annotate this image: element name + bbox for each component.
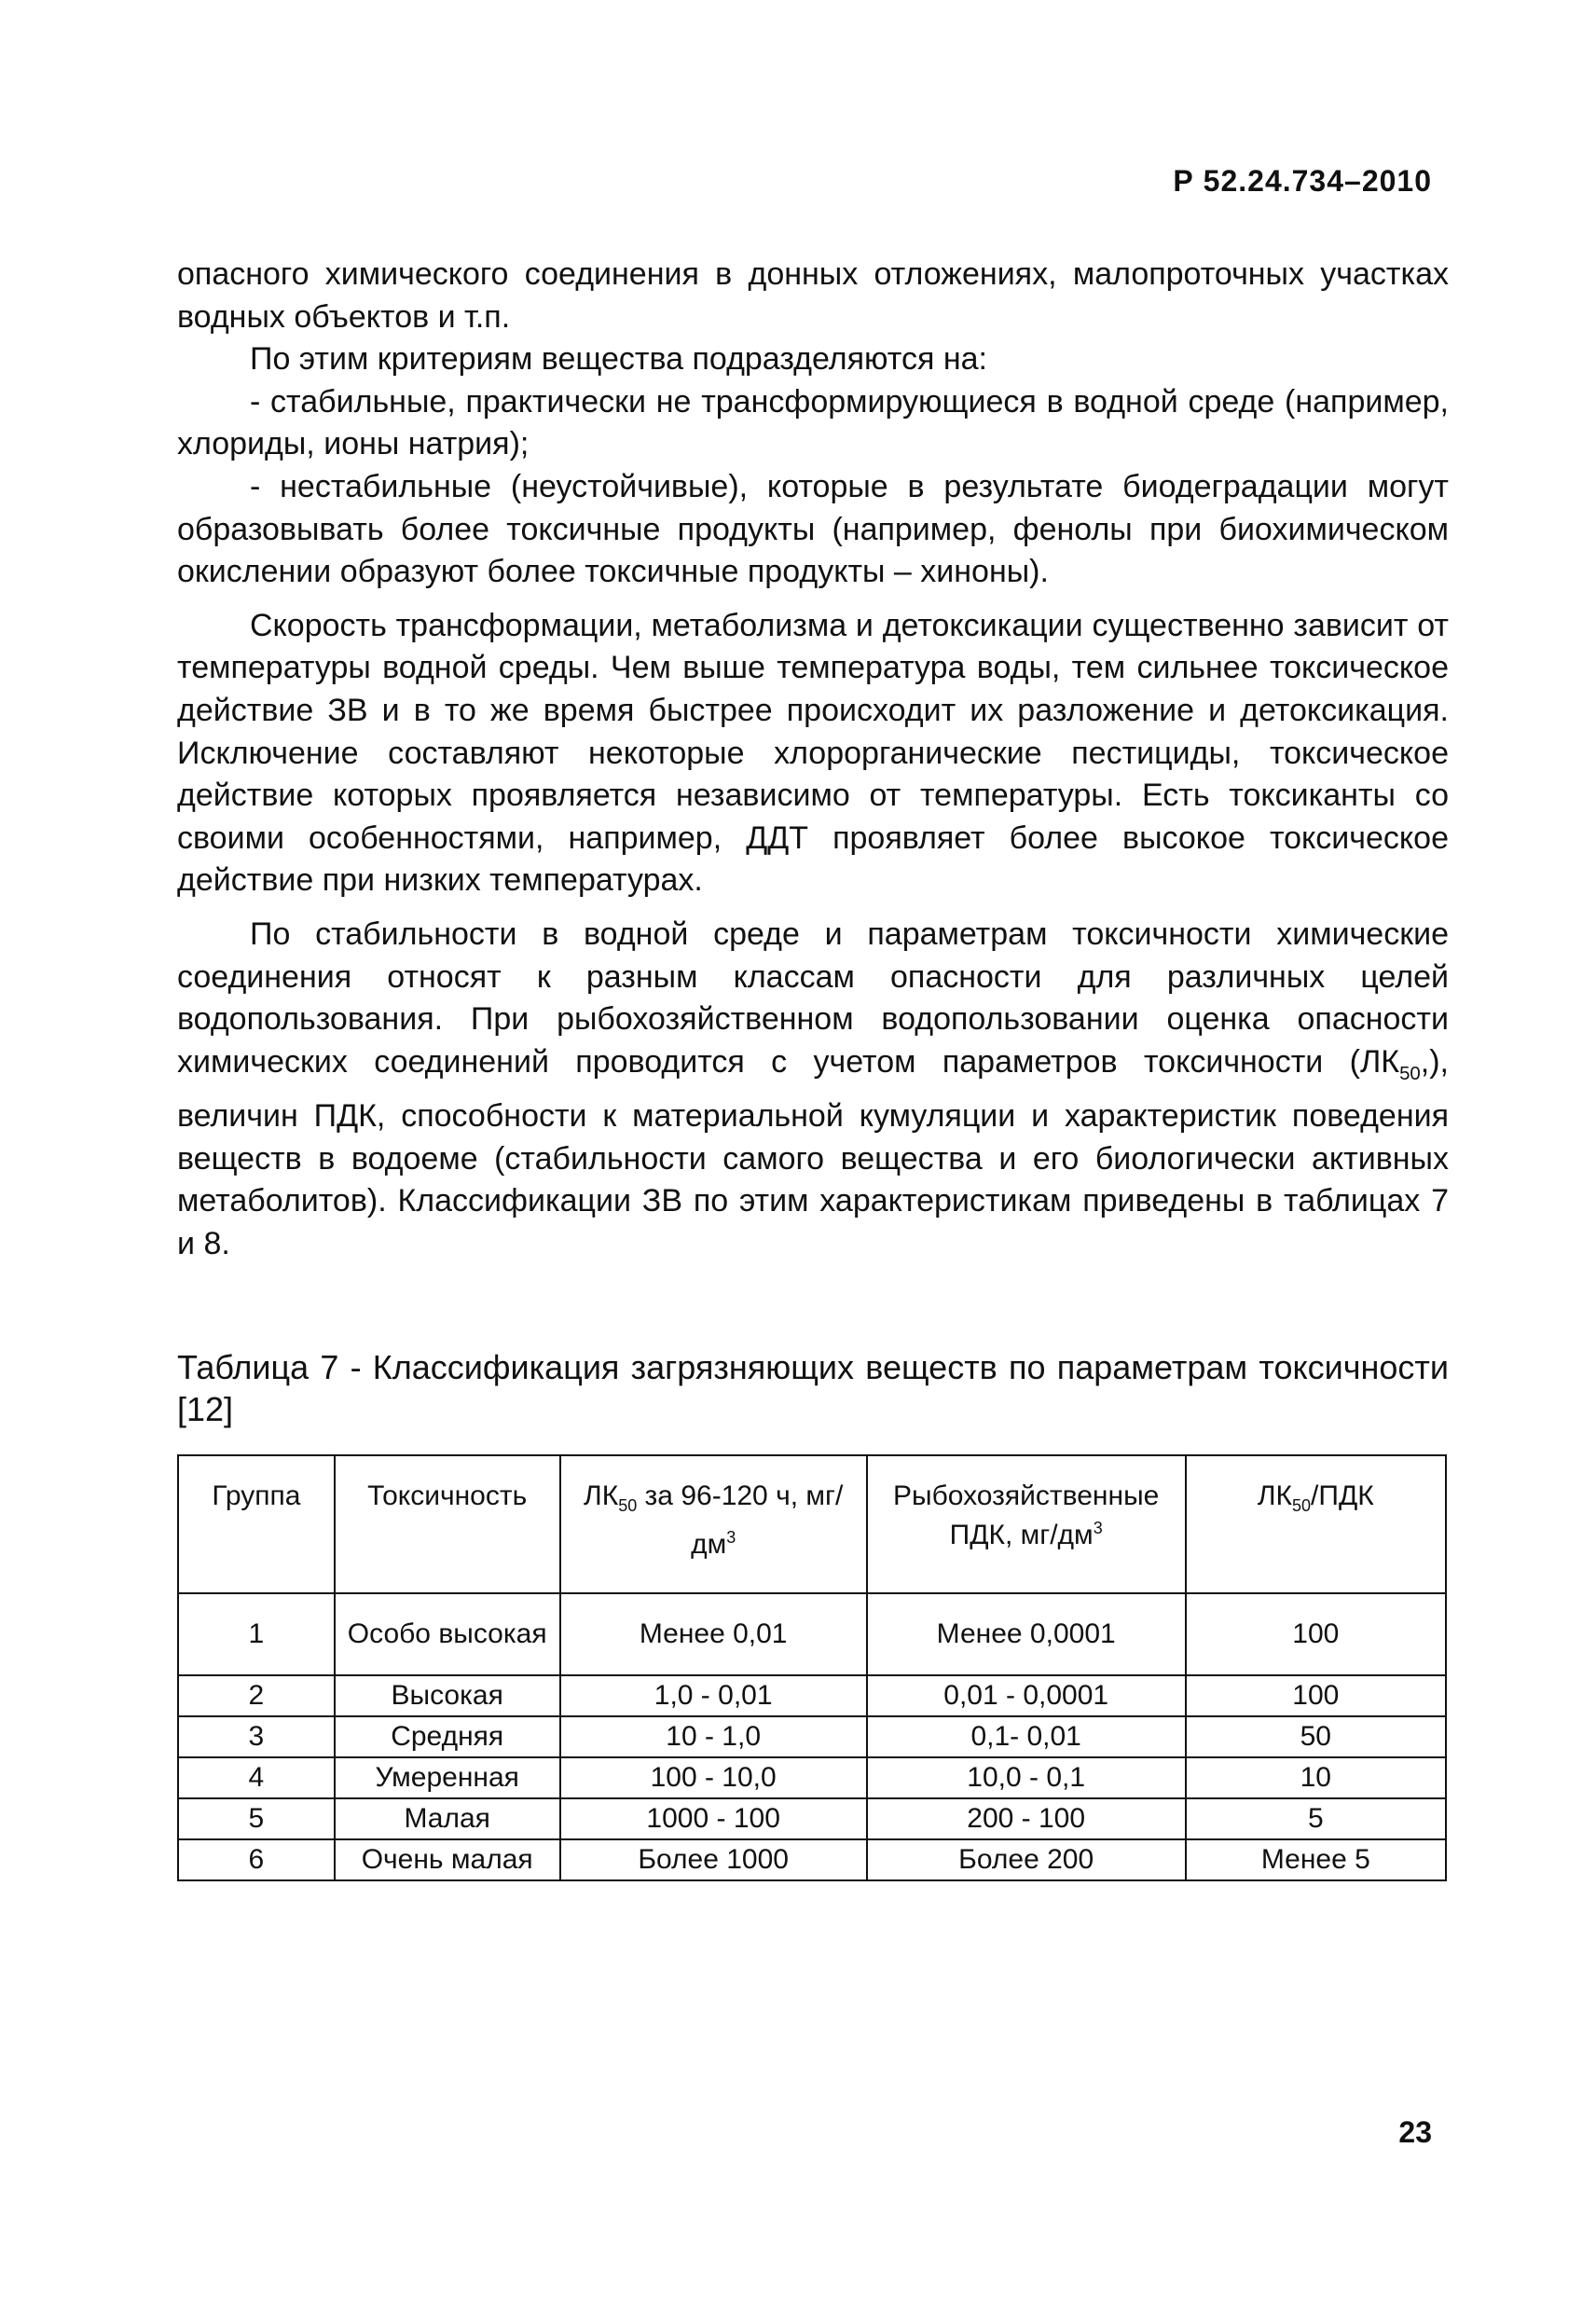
table-cell: 50	[1186, 1716, 1446, 1757]
header-text: ЛК	[1257, 1480, 1293, 1511]
table-cell: 100	[1186, 1675, 1446, 1716]
column-header-lc50	[560, 1455, 867, 1593]
subscript: 50	[618, 1496, 638, 1515]
subscript: 50	[1399, 1063, 1421, 1084]
table-row	[178, 1675, 1446, 1716]
table-cell: 6	[178, 1839, 335, 1880]
header-text: за 96-120 ч, мг/дм	[637, 1480, 844, 1560]
table-cell: 100	[1186, 1593, 1446, 1675]
table-cell: Средняя	[335, 1716, 560, 1757]
table-cell: 200 - 100	[867, 1798, 1186, 1839]
paragraph-text: ,), величин ПДК, способности к материальной кумуляции и характеристик поведения веществ в водоеме (стабильности самого вещества и его биологически активных метаболитов). Классификации ЗВ по этим характеристикам приведены в таблицах 7 и 8.	[177, 1043, 1449, 1261]
paragraph: Скорость трансформации, метаболизма и детоксикации существенно зависит от температуры водной среды. Чем выше температура воды, тем сильнее токсическое действие ЗВ и в то же время быстрее происходит их разложение и детоксикация. Исключение составляют некоторые хлорорганические пестициды, токсическое действие которых проявляется независимо от температуры. Есть токсиканты со своими особенностями, например, ДДТ проявляет более высокое токсическое действие при низких температурах.	[177, 607, 1449, 899]
header-text: ЛК	[584, 1480, 619, 1511]
column-header-pdk	[867, 1455, 1186, 1593]
paragraph	[177, 914, 1449, 1266]
table-cell: 0,1- 0,01	[867, 1716, 1186, 1757]
table-cell: 1000 - 100	[560, 1798, 867, 1839]
table-row	[178, 1798, 1446, 1839]
table-cell: 4	[178, 1757, 335, 1798]
table-row	[178, 1593, 1446, 1675]
table-row	[178, 1716, 1446, 1757]
column-header-toxicity: Токсичность	[335, 1455, 560, 1593]
table-cell: Менее 0,0001	[867, 1593, 1186, 1675]
table-cell: 3	[178, 1716, 335, 1757]
toxicity-classification-table	[177, 1454, 1447, 1881]
table-cell: 10,0 - 0,1	[867, 1757, 1186, 1798]
table-cell: Умеренная	[335, 1757, 560, 1798]
table-cell: 5	[1186, 1798, 1446, 1839]
table-cell: Высокая	[335, 1675, 560, 1716]
table-cell: 0,01 - 0,0001	[867, 1675, 1186, 1716]
page-number: 23	[1398, 2115, 1432, 2149]
header-text: Рыбохозяйственные ПДК, мг/дм	[893, 1480, 1160, 1550]
paragraph-text: По стабильности в водной среде и параметрам токсичности химические соединения относят к разным классам опасности для различных целей водопользования. При рыбохозяйственном водопользовании оценка опасности химических соединений проводится с учетом параметров токсичности (ЛК	[177, 916, 1449, 1080]
column-header-ratio	[1186, 1455, 1446, 1593]
table-cell: 2	[178, 1675, 335, 1716]
table-cell: 10	[1186, 1757, 1446, 1798]
table-cell: 5	[178, 1798, 335, 1839]
body-text	[177, 254, 1449, 1265]
paragraph: - стабильные, практически не трансформирующиеся в водной среде (например, хлориды, ионы натрия);	[177, 383, 1449, 462]
table-row	[178, 1839, 1446, 1880]
paragraph: По этим критериям вещества подразделяются на:	[250, 341, 987, 378]
table-cell: Малая	[335, 1798, 560, 1839]
table-cell: Более 200	[867, 1839, 1186, 1880]
table-cell: 1	[178, 1593, 335, 1675]
document-code: Р 52.24.734–2010	[1173, 164, 1432, 198]
paragraph: опасного химического соединения в донных отложениях, малопроточных участках водных объектов и т.п.	[177, 256, 1449, 335]
table-cell: 1,0 - 0,01	[560, 1675, 867, 1716]
column-header-group: Группа	[178, 1455, 335, 1593]
header-text: /ПДК	[1311, 1480, 1374, 1511]
superscript: 3	[726, 1528, 736, 1547]
table-row	[178, 1757, 1446, 1798]
superscript: 3	[1093, 1519, 1103, 1537]
table-cell: Особо высокая	[335, 1593, 560, 1675]
table-header-row	[178, 1455, 1446, 1593]
table-cell: 10 - 1,0	[560, 1716, 867, 1757]
table-caption: Таблица 7 - Классификация загрязняющих веществ по параметрам токсичности [12]	[177, 1348, 1449, 1428]
table-cell: Менее 5	[1186, 1839, 1446, 1880]
subscript: 50	[1292, 1496, 1312, 1515]
table-cell: 100 - 10,0	[560, 1757, 867, 1798]
table-cell: Очень малая	[335, 1839, 560, 1880]
paragraph: - нестабильные (неустойчивые), которые в результате биодеградации могут образовывать более токсичные продукты (например, фенолы при биохимическом окислении образуют более токсичные продукты – хиноны).	[177, 468, 1449, 590]
table-cell: Более 1000	[560, 1839, 867, 1880]
table-cell: Менее 0,01	[560, 1593, 867, 1675]
